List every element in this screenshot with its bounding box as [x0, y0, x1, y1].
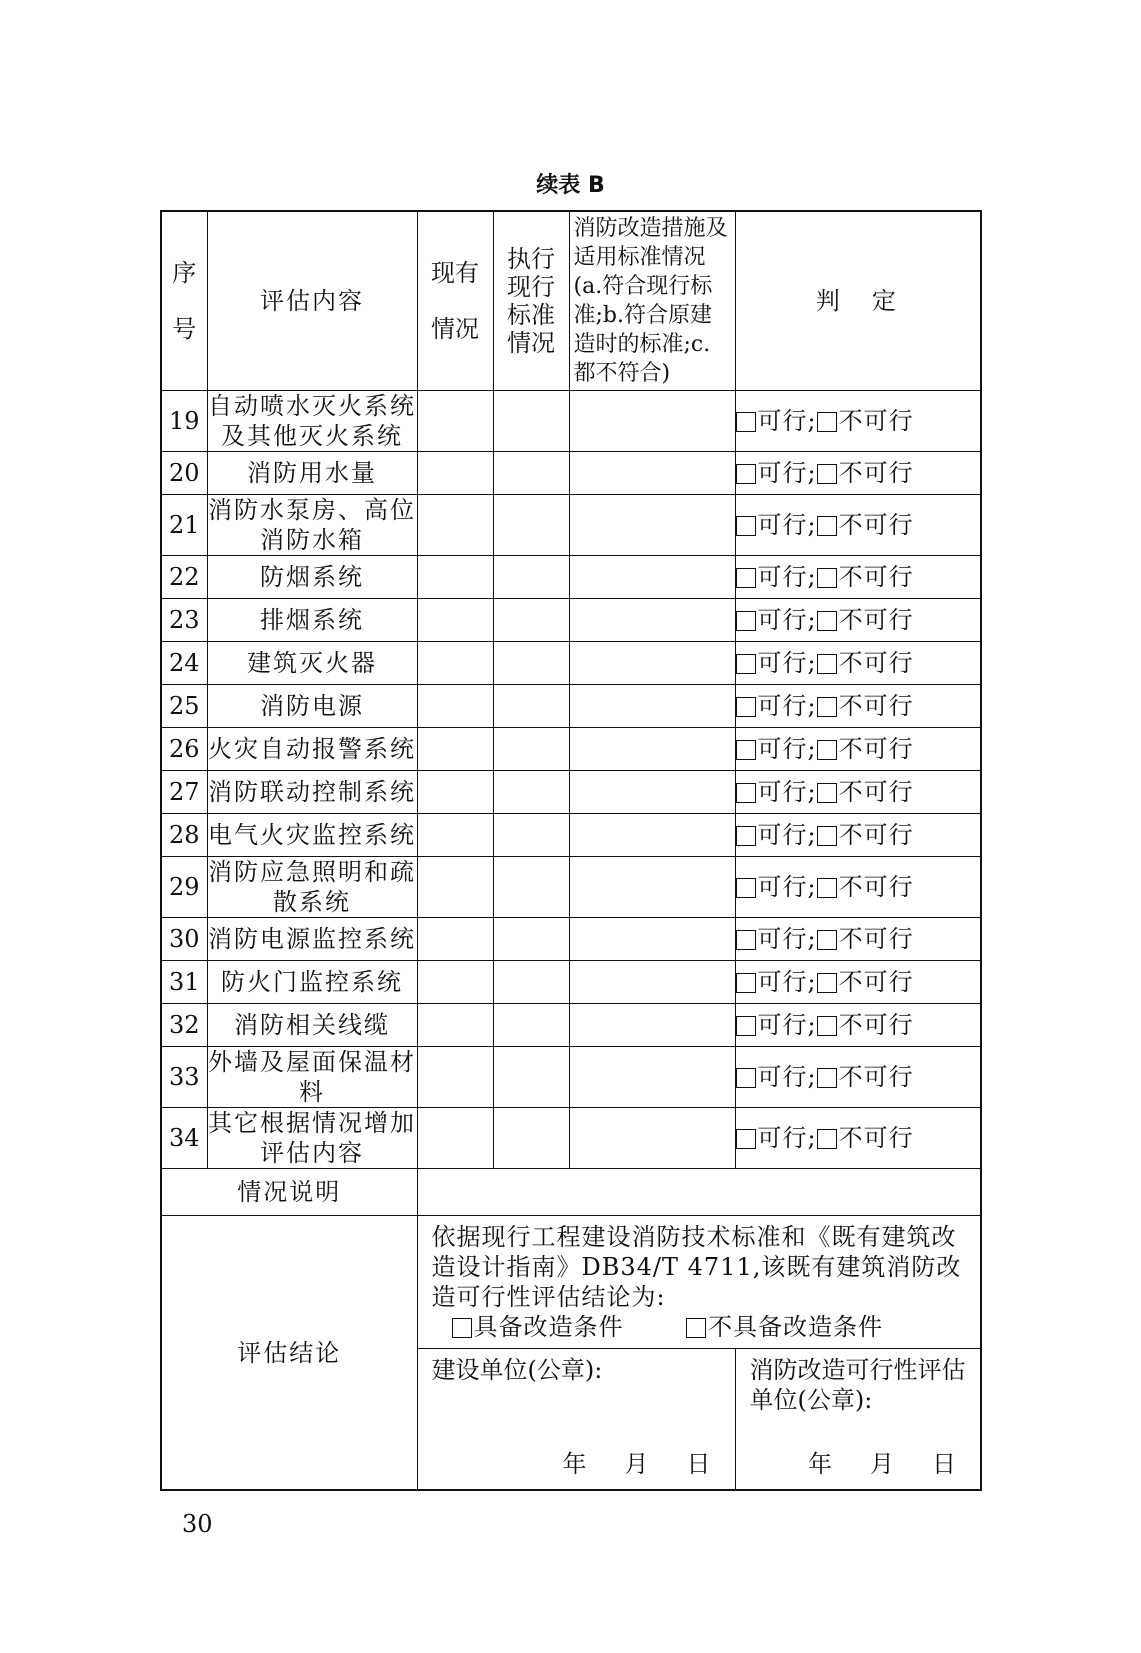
- checkbox-icon[interactable]: [817, 783, 837, 803]
- row-number: 21: [161, 495, 207, 556]
- row-verdict: [735, 857, 981, 918]
- row-item: 消防水泵房、高位消防水箱: [208, 496, 416, 554]
- page-number: 30: [182, 1510, 213, 1538]
- table-caption: 续表 B: [536, 173, 605, 198]
- feasible-label: 可行;: [757, 925, 817, 953]
- header-seq: 序 号: [161, 211, 207, 391]
- assessor-seal-cell[interactable]: [735, 1349, 981, 1491]
- row-standard[interactable]: [493, 599, 569, 642]
- row-item: 自动喷水灭火系统及其他灭火系统: [208, 392, 416, 450]
- row-item: 其它根据情况增加评估内容: [208, 1109, 416, 1167]
- row-current[interactable]: [417, 685, 493, 728]
- table-row: [161, 771, 981, 814]
- checkbox-icon[interactable]: [817, 1068, 837, 1088]
- checkbox-icon[interactable]: [817, 654, 837, 674]
- builder-date: 年 月 日: [562, 1450, 711, 1478]
- row-standard[interactable]: [493, 642, 569, 685]
- row-measures[interactable]: [569, 771, 735, 814]
- row-standard[interactable]: [493, 814, 569, 857]
- checkbox-icon[interactable]: [817, 464, 837, 484]
- feasible-label: 可行;: [757, 735, 817, 763]
- checkbox-icon[interactable]: [452, 1318, 472, 1338]
- checkbox-icon[interactable]: [817, 516, 837, 536]
- row-verdict: [735, 1004, 981, 1047]
- row-current[interactable]: [417, 556, 493, 599]
- row-measures[interactable]: [569, 391, 735, 452]
- row-measures[interactable]: [569, 1047, 735, 1108]
- explanation-label: 情况说明: [161, 1169, 417, 1216]
- row-item: 消防应急照明和疏散系统: [208, 858, 416, 916]
- checkbox-icon[interactable]: [736, 654, 756, 674]
- feasible-label: 可行;: [757, 511, 817, 539]
- row-standard[interactable]: [493, 1004, 569, 1047]
- feasible-label: 可行;: [757, 968, 817, 996]
- feasible-label: 可行;: [757, 1124, 817, 1152]
- row-standard[interactable]: [493, 1047, 569, 1108]
- row-current[interactable]: [417, 452, 493, 495]
- checkbox-icon[interactable]: [736, 826, 756, 846]
- row-current[interactable]: [417, 1047, 493, 1108]
- checkbox-icon[interactable]: [736, 568, 756, 588]
- row-standard[interactable]: [493, 1108, 569, 1169]
- conclusion-label: 评估结论: [161, 1216, 417, 1491]
- checkbox-icon[interactable]: [817, 568, 837, 588]
- table-row: [161, 642, 981, 685]
- row-standard[interactable]: [493, 685, 569, 728]
- checkbox-icon[interactable]: [736, 930, 756, 950]
- row-measures[interactable]: [569, 1004, 735, 1047]
- checkbox-icon[interactable]: [817, 973, 837, 993]
- infeasible-label: 不可行: [838, 778, 914, 806]
- row-verdict: [735, 495, 981, 556]
- row-number: 22: [161, 556, 207, 599]
- infeasible-label: 不可行: [838, 649, 914, 677]
- row-standard[interactable]: [493, 728, 569, 771]
- row-number: 27: [161, 771, 207, 814]
- row-standard[interactable]: [493, 961, 569, 1004]
- header-current: 现有 情况: [417, 211, 493, 391]
- table-row: [161, 961, 981, 1004]
- infeasible-label: 不可行: [838, 606, 914, 634]
- row-standard[interactable]: [493, 771, 569, 814]
- row-measures[interactable]: [569, 918, 735, 961]
- feasible-label: 可行;: [757, 1063, 817, 1091]
- conclusion-options: [432, 1312, 969, 1342]
- row-number: 31: [161, 961, 207, 1004]
- row-number: 33: [161, 1047, 207, 1108]
- row-measures[interactable]: [569, 599, 735, 642]
- row-measures[interactable]: [569, 685, 735, 728]
- table-row: [161, 1108, 981, 1169]
- conclusion-row: [161, 1216, 981, 1349]
- row-number: 25: [161, 685, 207, 728]
- row-standard[interactable]: [493, 556, 569, 599]
- row-item: 外墙及屋面保温材料: [208, 1048, 416, 1106]
- checkbox-icon[interactable]: [736, 611, 756, 631]
- row-current[interactable]: [417, 391, 493, 452]
- row-measures[interactable]: [569, 728, 735, 771]
- row-measures[interactable]: [569, 961, 735, 1004]
- explanation-row: [161, 1169, 981, 1216]
- infeasible-label: 不可行: [838, 1124, 914, 1152]
- checkbox-icon[interactable]: [817, 740, 837, 760]
- feasible-label: 可行;: [757, 563, 817, 591]
- table-row: [161, 452, 981, 495]
- option-feasible[interactable]: 具备改造条件: [452, 1313, 624, 1341]
- checkbox-icon[interactable]: [736, 697, 756, 717]
- row-current[interactable]: [417, 961, 493, 1004]
- row-standard[interactable]: [493, 918, 569, 961]
- row-current[interactable]: [417, 599, 493, 642]
- row-measures[interactable]: [569, 556, 735, 599]
- infeasible-label: 不可行: [838, 407, 914, 435]
- row-measures[interactable]: [569, 495, 735, 556]
- row-measures[interactable]: [569, 1108, 735, 1169]
- row-number: 20: [161, 452, 207, 495]
- table-row: [161, 814, 981, 857]
- row-measures[interactable]: [569, 642, 735, 685]
- infeasible-label: 不可行: [838, 563, 914, 591]
- feasible-label: 可行;: [757, 459, 817, 487]
- row-item: 火灾自动报警系统: [207, 728, 417, 771]
- row-number: 30: [161, 918, 207, 961]
- table-row: [161, 599, 981, 642]
- table-row: [161, 556, 981, 599]
- checkbox-icon[interactable]: [817, 697, 837, 717]
- row-current[interactable]: [417, 728, 493, 771]
- row-current[interactable]: [417, 771, 493, 814]
- feasible-label: 可行;: [757, 606, 817, 634]
- row-current[interactable]: [417, 1108, 493, 1169]
- row-verdict: [735, 391, 981, 452]
- assessment-table: [160, 210, 982, 1491]
- checkbox-icon[interactable]: [736, 783, 756, 803]
- checkbox-icon[interactable]: [736, 1068, 756, 1088]
- row-current[interactable]: [417, 918, 493, 961]
- row-verdict: [735, 1108, 981, 1169]
- infeasible-label: 不可行: [838, 821, 914, 849]
- checkbox-icon[interactable]: [736, 464, 756, 484]
- feasible-label: 可行;: [757, 692, 817, 720]
- checkbox-icon[interactable]: [817, 878, 837, 898]
- row-verdict: [735, 685, 981, 728]
- row-item: 消防用水量: [207, 452, 417, 495]
- row-standard[interactable]: [493, 452, 569, 495]
- header-row: [161, 211, 981, 391]
- row-verdict: [735, 918, 981, 961]
- row-verdict: [735, 642, 981, 685]
- infeasible-label: 不可行: [838, 511, 914, 539]
- header-item: 评估内容: [207, 211, 417, 391]
- checkbox-icon[interactable]: [736, 412, 756, 432]
- table-row: [161, 685, 981, 728]
- row-item: 建筑灭火器: [207, 642, 417, 685]
- header-verdict: 判 定: [735, 211, 981, 391]
- checkbox-icon[interactable]: [817, 1129, 837, 1149]
- row-verdict: [735, 771, 981, 814]
- infeasible-label: 不可行: [838, 459, 914, 487]
- row-standard[interactable]: [493, 857, 569, 918]
- row-number: 32: [161, 1004, 207, 1047]
- row-item: 消防相关线缆: [207, 1004, 417, 1047]
- assessor-label: 消防改造可行性评估单位(公章):: [749, 1356, 966, 1414]
- checkbox-icon[interactable]: [736, 740, 756, 760]
- table-row: [161, 391, 981, 452]
- feasible-label: 可行;: [757, 873, 817, 901]
- row-verdict: [735, 814, 981, 857]
- explanation-field[interactable]: [417, 1169, 981, 1216]
- checkbox-icon[interactable]: [686, 1318, 706, 1338]
- option-infeasible[interactable]: 不具备改造条件: [686, 1313, 883, 1341]
- checkbox-icon[interactable]: [817, 611, 837, 631]
- header-standard: 执行 现行 标准 情况: [493, 211, 569, 391]
- infeasible-label: 不可行: [838, 1063, 914, 1091]
- builder-label: 建设单位(公章):: [431, 1356, 603, 1384]
- table-row: [161, 495, 981, 556]
- row-item: 消防联动控制系统: [207, 771, 417, 814]
- conclusion-statement: 依据现行工程建设消防技术标准和《既有建筑改造设计指南》DB34/T 4711,该既有建筑消防改造可行性评估结论为:: [431, 1223, 962, 1311]
- row-current[interactable]: [417, 642, 493, 685]
- row-number: 24: [161, 642, 207, 685]
- row-number: 26: [161, 728, 207, 771]
- row-standard[interactable]: [493, 495, 569, 556]
- table-row: [161, 857, 981, 918]
- checkbox-icon[interactable]: [736, 973, 756, 993]
- row-verdict: [735, 556, 981, 599]
- row-standard[interactable]: [493, 391, 569, 452]
- row-verdict: [735, 452, 981, 495]
- table-row: [161, 1004, 981, 1047]
- row-item: 防烟系统: [207, 556, 417, 599]
- checkbox-icon[interactable]: [817, 930, 837, 950]
- builder-seal-cell[interactable]: [417, 1349, 735, 1491]
- row-item: 消防电源监控系统: [207, 918, 417, 961]
- infeasible-label: 不可行: [838, 925, 914, 953]
- row-measures[interactable]: [569, 452, 735, 495]
- row-measures[interactable]: [569, 814, 735, 857]
- row-verdict: [735, 1047, 981, 1108]
- checkbox-icon[interactable]: [817, 1016, 837, 1036]
- infeasible-label: 不可行: [838, 692, 914, 720]
- checkbox-icon[interactable]: [736, 1016, 756, 1036]
- assessor-date: 年 月 日: [808, 1450, 956, 1478]
- header-measures: 消防改造措施及适用标准情况(a.符合现行标准;b.符合原建造时的标准;c.都不符合): [569, 211, 735, 391]
- checkbox-icon[interactable]: [736, 878, 756, 898]
- row-current[interactable]: [417, 495, 493, 556]
- conclusion-text-cell: [417, 1216, 981, 1349]
- infeasible-label: 不可行: [838, 968, 914, 996]
- checkbox-icon[interactable]: [736, 516, 756, 536]
- item-rows: [161, 391, 981, 1169]
- row-verdict: [735, 961, 981, 1004]
- table-row: [161, 1047, 981, 1108]
- row-number: 34: [161, 1108, 207, 1169]
- row-number: 23: [161, 599, 207, 642]
- feasible-label: 可行;: [757, 1011, 817, 1039]
- table-row: [161, 728, 981, 771]
- feasible-label: 可行;: [757, 407, 817, 435]
- row-item: 消防电源: [207, 685, 417, 728]
- row-current[interactable]: [417, 1004, 493, 1047]
- row-current[interactable]: [417, 814, 493, 857]
- row-item: 防火门监控系统: [207, 961, 417, 1004]
- row-number: 28: [161, 814, 207, 857]
- infeasible-label: 不可行: [838, 1011, 914, 1039]
- infeasible-label: 不可行: [838, 735, 914, 763]
- row-measures[interactable]: [569, 857, 735, 918]
- row-number: 29: [161, 857, 207, 918]
- table-row: [161, 918, 981, 961]
- row-item: 排烟系统: [207, 599, 417, 642]
- row-item: 电气火灾监控系统: [207, 814, 417, 857]
- feasible-label: 可行;: [757, 649, 817, 677]
- checkbox-icon[interactable]: [817, 412, 837, 432]
- checkbox-icon[interactable]: [817, 826, 837, 846]
- feasible-label: 可行;: [757, 821, 817, 849]
- row-number: 19: [161, 391, 207, 452]
- checkbox-icon[interactable]: [736, 1129, 756, 1149]
- row-verdict: [735, 599, 981, 642]
- row-current[interactable]: [417, 857, 493, 918]
- feasible-label: 可行;: [757, 778, 817, 806]
- infeasible-label: 不可行: [838, 873, 914, 901]
- row-verdict: [735, 728, 981, 771]
